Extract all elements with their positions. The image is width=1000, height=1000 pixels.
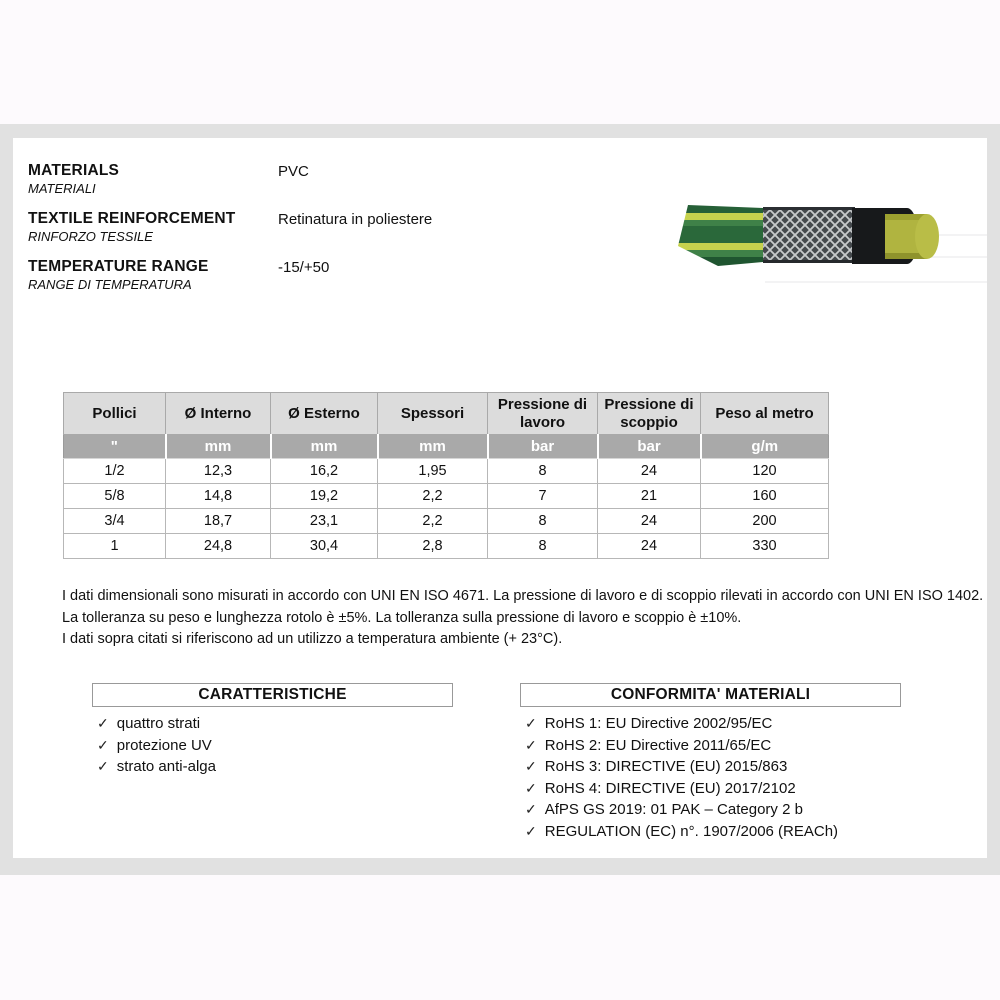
table-cell: 18,7: [166, 509, 271, 534]
check-icon: ✓: [97, 715, 109, 731]
spec-sublabel: RANGE DI TEMPERATURA: [28, 277, 192, 292]
spec-list: [28, 162, 432, 306]
table-cell: 24: [598, 459, 701, 484]
table-cell: 8: [488, 459, 598, 484]
spec-value: -15/+50: [278, 259, 330, 276]
conformity-item: [520, 799, 901, 821]
table-units-row: [64, 435, 829, 459]
table-row: [64, 534, 829, 559]
conformity-list: [520, 713, 901, 843]
column-header: Pressione di scoppio: [598, 393, 701, 435]
hose-outer-layer: [673, 201, 767, 269]
table-cell: 14,8: [166, 484, 271, 509]
check-icon: ✓: [525, 801, 537, 818]
dimensions-table-body: [64, 435, 829, 559]
conformity-item-label: AfPS GS 2019: 01 PAK – Category 2 b: [544, 801, 803, 819]
features-title: CARATTERISTICHE: [92, 683, 453, 707]
table-row: [64, 459, 829, 484]
check-icon: ✓: [525, 736, 537, 753]
table-cell: 120: [701, 459, 829, 484]
check-icon: ✓: [525, 822, 537, 839]
spec-value: Retinatura in poliestere: [278, 211, 433, 228]
conformity-panel: [520, 683, 901, 843]
hose-inner-core: [885, 214, 939, 259]
table-cell: 7: [488, 484, 598, 509]
check-icon: ✓: [97, 758, 109, 775]
table-cell: 24,8: [166, 534, 271, 559]
column-header: Ø Interno: [166, 393, 271, 435]
unit-cell: mm: [378, 435, 488, 459]
table-cell: 30,4: [271, 534, 378, 559]
conformity-item: [520, 735, 901, 757]
unit-cell: mm: [271, 435, 378, 459]
dimensions-table: [63, 392, 829, 559]
table-row: [64, 484, 829, 509]
conformity-item: [520, 756, 901, 778]
feature-item: [92, 735, 453, 757]
spec-sublabel: MATERIALI: [28, 181, 96, 196]
conformity-item-label: RoHS 3: DIRECTIVE (EU) 2015/863: [544, 758, 788, 776]
spec-value: PVC: [278, 163, 309, 180]
column-header: Peso al metro: [701, 393, 829, 435]
table-cell: 5/8: [64, 484, 166, 509]
spec-label: TEMPERATURE RANGE: [28, 258, 209, 275]
features-panel: [92, 683, 453, 778]
conformity-item-label: REGULATION (EC) n°. 1907/2006 (REACh): [544, 822, 839, 840]
conformity-item: [520, 713, 901, 735]
table-cell: 8: [488, 509, 598, 534]
conformity-item-label: RoHS 2: EU Directive 2011/65/EC: [544, 736, 772, 754]
table-cell: 19,2: [271, 484, 378, 509]
table-cell: 24: [598, 509, 701, 534]
table-cell: 2,2: [378, 509, 488, 534]
table-cell: 2,2: [378, 484, 488, 509]
check-icon: ✓: [525, 715, 537, 731]
notes: [62, 586, 983, 651]
table-header-row: [64, 393, 829, 435]
unit-cell: mm: [166, 435, 271, 459]
spec-sublabel: RINFORZO TESSILE: [28, 229, 153, 244]
spec-label: MATERIALS: [28, 162, 120, 179]
feature-item: [92, 713, 453, 735]
note-line: La tolleranza su peso e lunghezza rotolo è ±5%. La tolleranza sulla pressione di lavoro e scoppio è ±10%.: [62, 609, 742, 626]
table-cell: 1: [64, 534, 166, 559]
column-header: Pressione di lavoro: [488, 393, 598, 435]
column-header: Ø Esterno: [271, 393, 378, 435]
conformity-item-label: RoHS 4: DIRECTIVE (EU) 2017/2102: [544, 779, 796, 797]
spec-label: TEXTILE REINFORCEMENT: [28, 210, 236, 227]
table-cell: 200: [701, 509, 829, 534]
spec-row-temperature-range: [28, 258, 432, 292]
spec-row-materials: [28, 162, 432, 196]
check-icon: ✓: [525, 779, 537, 796]
table-cell: 330: [701, 534, 829, 559]
table-cell: 1/2: [64, 459, 166, 484]
conformity-item: [520, 821, 901, 843]
table-cell: 16,2: [271, 459, 378, 484]
conformity-item-label: RoHS 1: EU Directive 2002/95/EC: [544, 715, 773, 732]
unit-cell: bar: [598, 435, 701, 459]
unit-cell: g/m: [701, 435, 829, 459]
conformity-title: CONFORMITA' MATERIALI: [520, 683, 901, 707]
table-cell: 3/4: [64, 509, 166, 534]
table-cell: 21: [598, 484, 701, 509]
feature-item-label: protezione UV: [116, 736, 212, 754]
feature-item-label: strato anti-alga: [116, 758, 216, 776]
table-cell: 2,8: [378, 534, 488, 559]
table-cell: 160: [701, 484, 829, 509]
column-header: Spessori: [378, 393, 488, 435]
check-icon: ✓: [97, 736, 109, 753]
datasheet-card: [13, 138, 987, 858]
table-cell: 8: [488, 534, 598, 559]
table-cell: 23,1: [271, 509, 378, 534]
features-list: [92, 713, 453, 778]
note-line: I dati sopra citati si riferiscono ad un utilizzo a temperatura ambiente (+ 23°C).: [62, 631, 563, 647]
table-cell: 24: [598, 534, 701, 559]
column-header: Pollici: [64, 393, 166, 435]
table-cell: 12,3: [166, 459, 271, 484]
feature-item-label: quattro strati: [116, 715, 201, 732]
spec-row-textile-reinforcement: [28, 210, 432, 244]
unit-cell: bar: [488, 435, 598, 459]
hose-cutaway-image: [655, 185, 987, 310]
note-line: I dati dimensionali sono misurati in accordo con UNI EN ISO 4671. La pressione di lavoro e di scoppio rilevati in accordo con UNI EN ISO 1402.: [62, 588, 984, 604]
hose-mesh-layer: [763, 207, 855, 263]
unit-cell: ": [64, 435, 166, 459]
check-icon: ✓: [525, 758, 537, 775]
feature-item: [92, 756, 453, 778]
conformity-item: [520, 778, 901, 800]
table-cell: 1,95: [378, 459, 488, 484]
table-row: [64, 509, 829, 534]
